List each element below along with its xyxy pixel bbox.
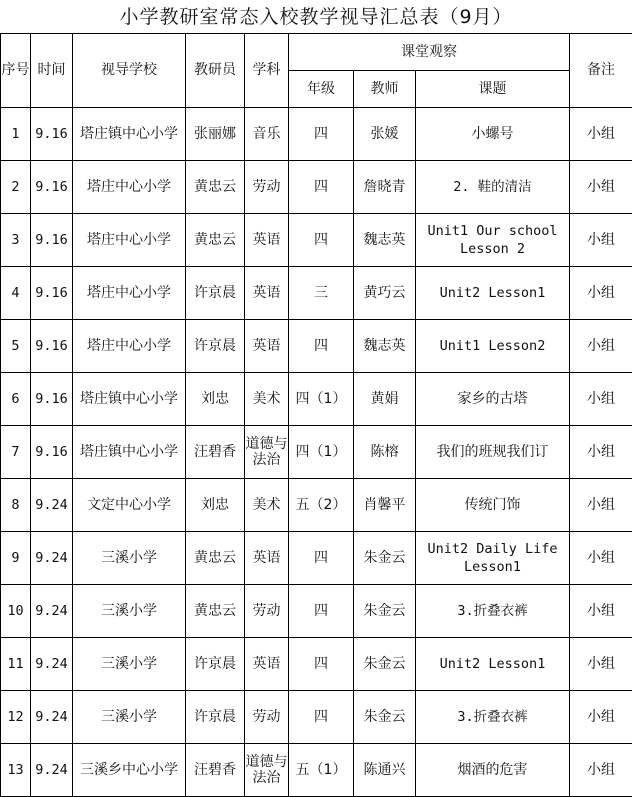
cell-researcher: 汪碧香 (186, 426, 245, 479)
cell-topic: 3.折叠衣裤 (416, 585, 570, 638)
cell-grade: 四（1） (289, 373, 354, 426)
cell-seq: 2 (1, 161, 31, 214)
cell-topic: 我们的班规我们订 (416, 426, 570, 479)
cell-teacher: 朱金云 (354, 585, 416, 638)
cell-teacher: 陈通兴 (354, 744, 416, 797)
cell-remark: 小组 (570, 267, 632, 320)
cell-researcher: 汪碧香 (186, 744, 245, 797)
cell-time: 9.24 (31, 744, 73, 797)
cell-school: 三溪小学 (73, 638, 186, 691)
cell-researcher: 许京晨 (186, 267, 245, 320)
cell-grade: 五（1） (289, 744, 354, 797)
cell-seq: 5 (1, 320, 31, 373)
cell-time: 9.16 (31, 373, 73, 426)
cell-researcher: 许京晨 (186, 320, 245, 373)
table-row (1, 744, 632, 797)
cell-seq: 11 (1, 638, 31, 691)
cell-teacher: 魏志英 (354, 320, 416, 373)
cell-teacher: 陈榕 (354, 426, 416, 479)
cell-researcher: 黄忠云 (186, 585, 245, 638)
cell-remark: 小组 (570, 373, 632, 426)
header-teacher: 教师 (354, 71, 416, 108)
cell-school: 塔庄中心小学 (73, 214, 186, 267)
cell-topic: 小螺号 (416, 108, 570, 161)
cell-remark: 小组 (570, 320, 632, 373)
cell-grade: 四 (289, 691, 354, 744)
cell-time: 9.16 (31, 320, 73, 373)
cell-topic: 家乡的古塔 (416, 373, 570, 426)
cell-subject: 英语 (245, 267, 289, 320)
cell-seq: 6 (1, 373, 31, 426)
cell-topic: 3.折叠衣裤 (416, 691, 570, 744)
header-school: 视导学校 (73, 34, 186, 108)
cell-time: 9.16 (31, 267, 73, 320)
cell-seq: 10 (1, 585, 31, 638)
cell-time: 9.16 (31, 214, 73, 267)
cell-school: 三溪乡中心小学 (73, 744, 186, 797)
cell-researcher: 许京晨 (186, 638, 245, 691)
cell-time: 9.16 (31, 108, 73, 161)
header-seq: 序号 (1, 34, 31, 108)
cell-teacher: 魏志英 (354, 214, 416, 267)
cell-seq: 12 (1, 691, 31, 744)
cell-topic: 传统门饰 (416, 479, 570, 532)
cell-remark: 小组 (570, 744, 632, 797)
cell-subject: 劳动 (245, 161, 289, 214)
cell-subject: 道德与法治 (245, 426, 289, 479)
cell-seq: 3 (1, 214, 31, 267)
cell-subject: 劳动 (245, 691, 289, 744)
header-remark: 备注 (570, 34, 632, 108)
table-row (1, 638, 632, 691)
cell-subject: 音乐 (245, 108, 289, 161)
cell-seq: 4 (1, 267, 31, 320)
header-topic: 课题 (416, 71, 570, 108)
cell-seq: 1 (1, 108, 31, 161)
cell-grade: 四 (289, 320, 354, 373)
cell-teacher: 朱金云 (354, 691, 416, 744)
table-row (1, 161, 632, 214)
cell-researcher: 张丽娜 (186, 108, 245, 161)
cell-time: 9.24 (31, 479, 73, 532)
cell-seq: 8 (1, 479, 31, 532)
table-row (1, 267, 632, 320)
cell-subject: 道德与法治 (245, 744, 289, 797)
header-time: 时间 (31, 34, 73, 108)
supervision-table (0, 33, 632, 797)
cell-topic: Unit1 Lesson2 (416, 320, 570, 373)
table-row (1, 214, 632, 267)
cell-grade: 四 (289, 214, 354, 267)
cell-time: 9.16 (31, 426, 73, 479)
cell-grade: 四 (289, 585, 354, 638)
cell-teacher: 黄娟 (354, 373, 416, 426)
cell-remark: 小组 (570, 691, 632, 744)
cell-remark: 小组 (570, 214, 632, 267)
cell-grade: 四 (289, 638, 354, 691)
cell-time: 9.24 (31, 638, 73, 691)
header-researcher: 教研员 (186, 34, 245, 108)
cell-subject: 劳动 (245, 585, 289, 638)
cell-subject: 英语 (245, 214, 289, 267)
cell-school: 三溪小学 (73, 585, 186, 638)
cell-school: 塔庄镇中心小学 (73, 108, 186, 161)
cell-school: 塔庄镇中心小学 (73, 426, 186, 479)
cell-subject: 英语 (245, 532, 289, 585)
cell-remark: 小组 (570, 108, 632, 161)
table-row (1, 320, 632, 373)
cell-teacher: 肖馨平 (354, 479, 416, 532)
cell-school: 文定中心小学 (73, 479, 186, 532)
cell-school: 三溪小学 (73, 691, 186, 744)
table-row (1, 585, 632, 638)
cell-grade: 三 (289, 267, 354, 320)
cell-school: 三溪小学 (73, 532, 186, 585)
cell-teacher: 张媛 (354, 108, 416, 161)
cell-teacher: 黄巧云 (354, 267, 416, 320)
cell-time: 9.24 (31, 532, 73, 585)
table-row (1, 426, 632, 479)
cell-school: 塔庄中心小学 (73, 267, 186, 320)
cell-remark: 小组 (570, 161, 632, 214)
cell-topic: 2. 鞋的清洁 (416, 161, 570, 214)
table-row (1, 108, 632, 161)
cell-topic: Unit2 Lesson1 (416, 267, 570, 320)
cell-researcher: 黄忠云 (186, 532, 245, 585)
cell-remark: 小组 (570, 638, 632, 691)
cell-remark: 小组 (570, 426, 632, 479)
cell-school: 塔庄中心小学 (73, 320, 186, 373)
cell-seq: 13 (1, 744, 31, 797)
cell-researcher: 刘忠 (186, 479, 245, 532)
cell-time: 9.24 (31, 585, 73, 638)
cell-subject: 英语 (245, 638, 289, 691)
cell-grade: 四 (289, 161, 354, 214)
cell-topic: Unit2 Daily Life Lesson1 (416, 532, 570, 585)
cell-researcher: 刘忠 (186, 373, 245, 426)
header-subject: 学科 (245, 34, 289, 108)
cell-grade: 四 (289, 532, 354, 585)
table-row (1, 479, 632, 532)
cell-remark: 小组 (570, 585, 632, 638)
cell-school: 塔庄镇中心小学 (73, 373, 186, 426)
header-grade: 年级 (289, 71, 354, 108)
cell-topic: 烟酒的危害 (416, 744, 570, 797)
cell-remark: 小组 (570, 479, 632, 532)
cell-topic: Unit1 Our school Lesson 2 (416, 214, 570, 267)
cell-researcher: 黄忠云 (186, 161, 245, 214)
cell-grade: 五（2） (289, 479, 354, 532)
cell-time: 9.16 (31, 161, 73, 214)
cell-researcher: 许京晨 (186, 691, 245, 744)
cell-grade: 四 (289, 108, 354, 161)
cell-subject: 美术 (245, 373, 289, 426)
cell-subject: 美术 (245, 479, 289, 532)
table-row (1, 532, 632, 585)
cell-school: 塔庄中心小学 (73, 161, 186, 214)
header-observation: 课堂观察 (289, 34, 570, 71)
table-row (1, 373, 632, 426)
cell-teacher: 朱金云 (354, 638, 416, 691)
cell-subject: 英语 (245, 320, 289, 373)
cell-seq: 9 (1, 532, 31, 585)
cell-teacher: 朱金云 (354, 532, 416, 585)
cell-grade: 四（1） (289, 426, 354, 479)
cell-time: 9.24 (31, 691, 73, 744)
cell-remark: 小组 (570, 532, 632, 585)
table-row (1, 691, 632, 744)
cell-seq: 7 (1, 426, 31, 479)
cell-topic: Unit2 Lesson1 (416, 638, 570, 691)
cell-researcher: 黄忠云 (186, 214, 245, 267)
cell-teacher: 詹晓青 (354, 161, 416, 214)
page-title: 小学教研室常态入校教学视导汇总表（9月） (0, 0, 632, 33)
